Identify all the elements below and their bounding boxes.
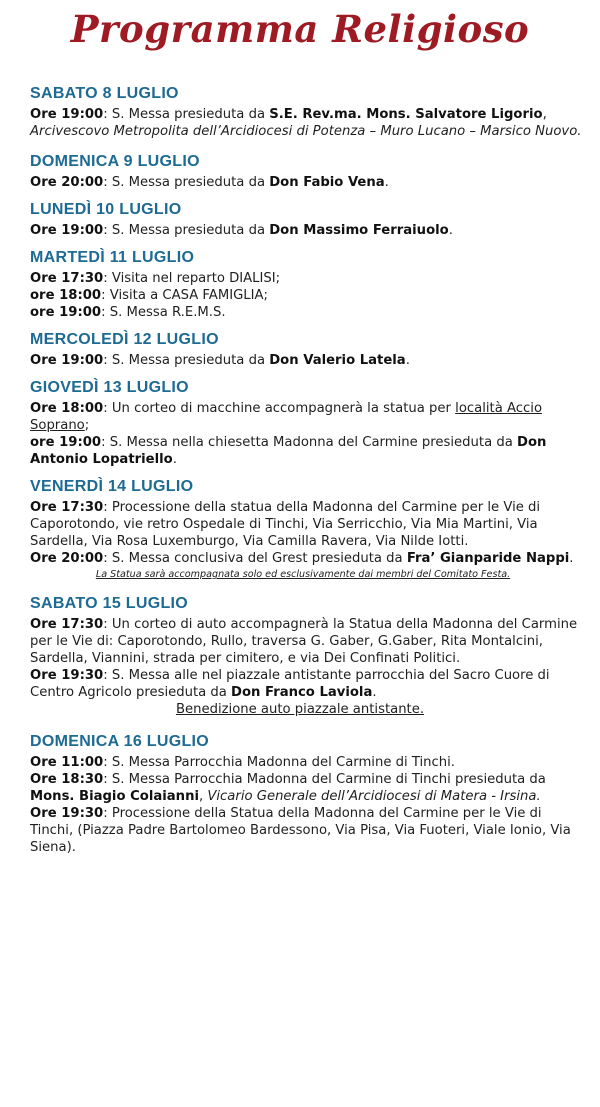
entry-celebrant: Don Valerio Latela (269, 353, 406, 368)
entry-text: : S. Messa presieduta da (103, 107, 270, 122)
entry-text: : Un corteo di auto accompagnerà la Statua della Madonna del Carmine per le Vie di: Caporotondo, Rullo, traversa G. Gaber, G.Gaber, Rita Montalcini, Sardella, Viannini, strada per cimitero, e via Dei Confinati Politici. (30, 617, 578, 666)
day-heading: SABATO 8 LUGLIO (30, 85, 179, 102)
entry-time: Ore 20:00 (30, 551, 104, 566)
entry-time: Ore 19:00 (30, 353, 104, 368)
entry-time: Ore 19:30 (30, 668, 104, 683)
entry-text: . (405, 353, 410, 368)
entry-location: località Accio Soprano (30, 401, 543, 433)
day-section (30, 248, 588, 321)
entry-text: : Un corteo di macchine accompagnerà la statua per (103, 401, 456, 416)
entry-text: . (372, 685, 377, 700)
entry-text: : S. Messa Parrocchia Madonna del Carmine di Tinchi presieduta da (103, 772, 546, 787)
entry-text: , (198, 789, 208, 804)
day-section (30, 330, 588, 369)
day-heading: MARTEDÌ 11 LUGLIO (30, 249, 195, 266)
day-heading: MERCOLEDÌ 12 LUGLIO (30, 331, 219, 348)
schedule-entry (30, 222, 588, 239)
entry-time: ore 19:00 (30, 305, 102, 320)
entry-text: . (172, 452, 177, 467)
day-section (30, 477, 588, 580)
entry-time: Ore 17:30 (30, 617, 104, 632)
blessing-line: Benedizione auto piazzale antistante. (175, 702, 425, 717)
schedule-entry (30, 805, 588, 856)
entry-text: ; (84, 418, 90, 433)
entry-time: ore 18:00 (30, 288, 102, 303)
day-section (30, 732, 588, 856)
day-heading: VENERDÌ 14 LUGLIO (30, 478, 194, 495)
entry-title: Arcivescovo Metropolita dell’Arcidiocesi di Potenza – Muro Lucano – Marsico Nuovo. (30, 124, 582, 139)
entry-celebrant: Fra’ Gianparide Nappi (406, 551, 570, 566)
schedule-entry (30, 550, 588, 567)
entry-text: . (384, 175, 389, 190)
entry-text: : S. Messa alle nel piazzale antistante parrocchia del Sacro Cuore di Centro Agricolo presieduta da (30, 668, 550, 700)
day-heading: DOMENICA 9 LUGLIO (30, 153, 200, 170)
schedule-entry (30, 771, 588, 805)
entry-text: : S. Messa conclusiva del Grest presieduta da (103, 551, 407, 566)
entry-text: , (542, 107, 547, 122)
entry-celebrant: Don Fabio Vena (269, 175, 385, 190)
entry-time: Ore 17:30 (30, 271, 104, 286)
entry-time: Ore 20:00 (30, 175, 104, 190)
entry-time: ore 19:00 (30, 435, 102, 450)
entry-text: : S. Messa Parrocchia Madonna del Carmine di Tinchi. (103, 755, 456, 770)
entry-celebrant: Don Massimo Ferraiuolo (269, 223, 449, 238)
entry-celebrant: Mons. Biagio Colaianni (30, 789, 199, 804)
schedule-entry (30, 616, 588, 667)
entry-celebrant: Don Franco Laviola (231, 685, 373, 700)
day-heading: SABATO 15 LUGLIO (30, 595, 189, 612)
schedule-entry (30, 270, 588, 287)
day-section (30, 152, 588, 191)
entry-text: : Processione della statua della Madonna del Carmine per le Vie di Caporotondo, vie retro Ospedale di Tinchi, Via Serricchio, Via Mia Martini, Via Sardella, Via Rosa Luxemburgo, Via Camilla Ravera, Via Nilde Iotti. (30, 500, 541, 549)
day-section (30, 84, 588, 140)
day-heading: DOMENICA 16 LUGLIO (30, 733, 210, 750)
entry-text: : S. Messa presieduta da (103, 353, 270, 368)
day-section (30, 200, 588, 239)
schedule-entry (30, 754, 588, 771)
entry-celebrant: Don Antonio Lopatriello (30, 435, 547, 467)
schedule-entry (30, 667, 588, 701)
page-title: Programma Religioso (70, 7, 530, 51)
schedule-entry (30, 106, 588, 140)
day-heading: LUNEDÌ 10 LUGLIO (30, 201, 182, 218)
schedule-entry (30, 304, 588, 321)
day-heading: GIOVEDÌ 13 LUGLIO (30, 379, 189, 396)
program-list (0, 62, 600, 856)
entry-time: Ore 18:00 (30, 401, 104, 416)
statue-note: La Statua sarà accompagnata solo ed esclusivamente dai membri del Comitato Festa. (95, 569, 511, 580)
entry-text: : S. Messa nella chiesetta Madonna del Carmine presieduta da (101, 435, 517, 450)
schedule-entry (30, 174, 588, 191)
entry-text: : Visita nel reparto DIALISI; (103, 271, 281, 286)
entry-time: Ore 19:30 (30, 806, 104, 821)
entry-time: Ore 11:00 (30, 755, 104, 770)
day-section (30, 378, 588, 468)
schedule-entry (30, 701, 588, 718)
entry-text: . (448, 223, 453, 238)
entry-title: Vicario Generale dell’Arcidiocesi di Matera - Irsina. (207, 789, 541, 804)
entry-text: : Processione della Statua della Madonna del Carmine per le Vie di Tinchi, (Piazza Padre Bartolomeo Bardessono, Via Pisa, Via Fuoteri, Viale Ionio, Via Siena). (30, 806, 571, 855)
entry-time: Ore 19:00 (30, 223, 104, 238)
entry-text: : S. Messa presieduta da (103, 175, 270, 190)
entry-celebrant: S.E. Rev.ma. Mons. Salvatore Ligorio (269, 107, 543, 122)
entry-text: : S. Messa R.E.M.S. (101, 305, 226, 320)
schedule-entry (30, 287, 588, 304)
entry-time: Ore 18:30 (30, 772, 104, 787)
entry-text: : Visita a CASA FAMIGLIA; (101, 288, 269, 303)
entry-text: . (569, 551, 574, 566)
day-section (30, 594, 588, 718)
schedule-entry (30, 400, 588, 434)
entry-text: : S. Messa presieduta da (103, 223, 270, 238)
schedule-entry (30, 352, 588, 369)
schedule-entry (30, 434, 588, 468)
entry-time: Ore 17:30 (30, 500, 104, 515)
schedule-entry (30, 499, 588, 550)
entry-time: Ore 19:00 (30, 107, 104, 122)
